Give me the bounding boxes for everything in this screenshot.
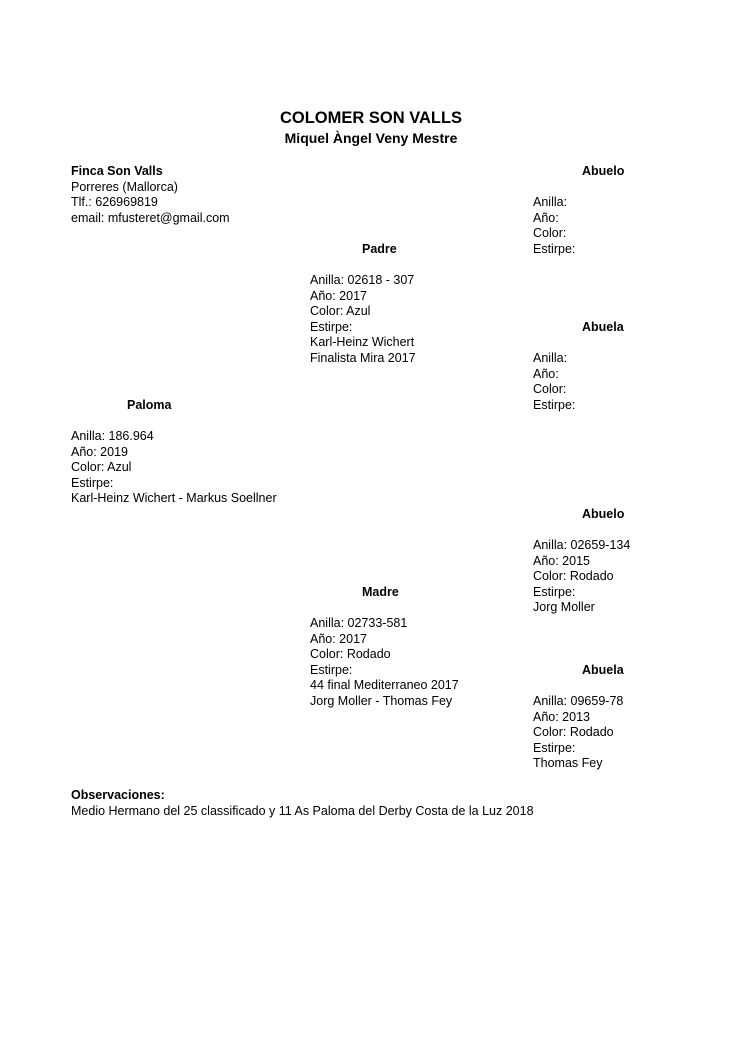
page-subtitle: Miquel Àngel Veny Mestre: [284, 130, 458, 146]
contact-name: Finca Son Valls: [71, 164, 163, 178]
contact-phone: Tlf.: 626969819: [71, 195, 158, 210]
page-title: COLOMER SON VALLS: [279, 109, 463, 127]
abuelo-materno-block: [533, 538, 630, 616]
abuelo-paterno-ano: Año:: [533, 210, 559, 225]
padre-ano: Año: 2017: [310, 288, 367, 303]
padre-color: Color: Azul: [310, 304, 371, 319]
padre-estirpe-line2: Finalista Mira 2017: [310, 350, 416, 365]
madre-block: [310, 616, 459, 710]
abuela-paterna-estirpe: Estirpe:: [533, 397, 576, 412]
abuela-materna-estirpe-label: Estirpe:: [533, 740, 576, 755]
contact-location: Porreres (Mallorca): [71, 179, 178, 194]
subject-heading: Paloma: [127, 398, 172, 412]
madre-estirpe-line2: Jorg Moller - Thomas Fey: [310, 693, 453, 708]
abuela-materna-color: Color: Rodado: [533, 725, 614, 740]
subject-estirpe-label: Estirpe:: [71, 475, 114, 490]
madre-estirpe-label: Estirpe:: [310, 662, 353, 677]
abuela-paterna-heading: Abuela: [582, 320, 624, 334]
abuela-paterna-ano: Año:: [533, 366, 559, 381]
padre-block: [310, 273, 416, 367]
madre-anilla: Anilla: 02733-581: [310, 616, 408, 630]
padre-heading: Padre: [362, 242, 397, 256]
abuelo-materno-ano: Año: 2015: [533, 553, 590, 568]
abuela-paterna-color: Color:: [533, 382, 567, 397]
abuela-materna-anilla: Anilla: 09659-78: [533, 694, 624, 708]
subject-estirpe-value: Karl-Heinz Wichert - Markus Soellner: [71, 491, 277, 506]
abuelo-paterno-heading: Abuelo: [582, 164, 625, 178]
madre-estirpe-line1: 44 final Mediterraneo 2017: [310, 678, 459, 693]
abuelo-materno-anilla: Anilla: 02659-134: [533, 538, 631, 552]
observaciones-label: Observaciones:: [71, 788, 165, 802]
abuelo-materno-color: Color: Rodado: [533, 569, 614, 584]
contact-block: [71, 164, 230, 226]
abuela-materna-estirpe-value: Thomas Fey: [533, 756, 603, 771]
madre-color: Color: Rodado: [310, 647, 391, 662]
subject-ano: Año: 2019: [71, 444, 128, 459]
observaciones-text: Medio Hermano del 25 classificado y 11 As Paloma del Derby Costa de la Luz 2018: [71, 803, 534, 818]
madre-heading: Madre: [362, 585, 399, 599]
abuelo-paterno-color: Color:: [533, 226, 567, 241]
subject-anilla: Anilla: 186.964: [71, 429, 154, 443]
subject-block: [71, 429, 277, 507]
subject-color: Color: Azul: [71, 460, 132, 475]
abuelo-materno-estirpe-label: Estirpe:: [533, 584, 576, 599]
abuela-paterna-block: [533, 351, 575, 413]
abuela-materna-ano: Año: 2013: [533, 709, 590, 724]
abuelo-paterno-estirpe: Estirpe:: [533, 241, 576, 256]
abuelo-paterno-anilla: Anilla:: [533, 195, 568, 209]
abuela-materna-block: [533, 694, 623, 772]
abuela-materna-heading: Abuela: [582, 663, 624, 677]
padre-estirpe-label: Estirpe:: [310, 319, 353, 334]
abuelo-paterno-block: [533, 195, 575, 257]
abuela-paterna-anilla: Anilla:: [533, 351, 568, 365]
madre-ano: Año: 2017: [310, 631, 367, 646]
observaciones-block: [71, 788, 534, 819]
abuelo-materno-heading: Abuelo: [582, 507, 625, 521]
contact-email: email: mfusteret@gmail.com: [71, 210, 230, 225]
padre-estirpe-line1: Karl-Heinz Wichert: [310, 335, 415, 350]
padre-anilla: Anilla: 02618 - 307: [310, 273, 415, 287]
abuelo-materno-estirpe-value: Jorg Moller: [533, 600, 595, 615]
